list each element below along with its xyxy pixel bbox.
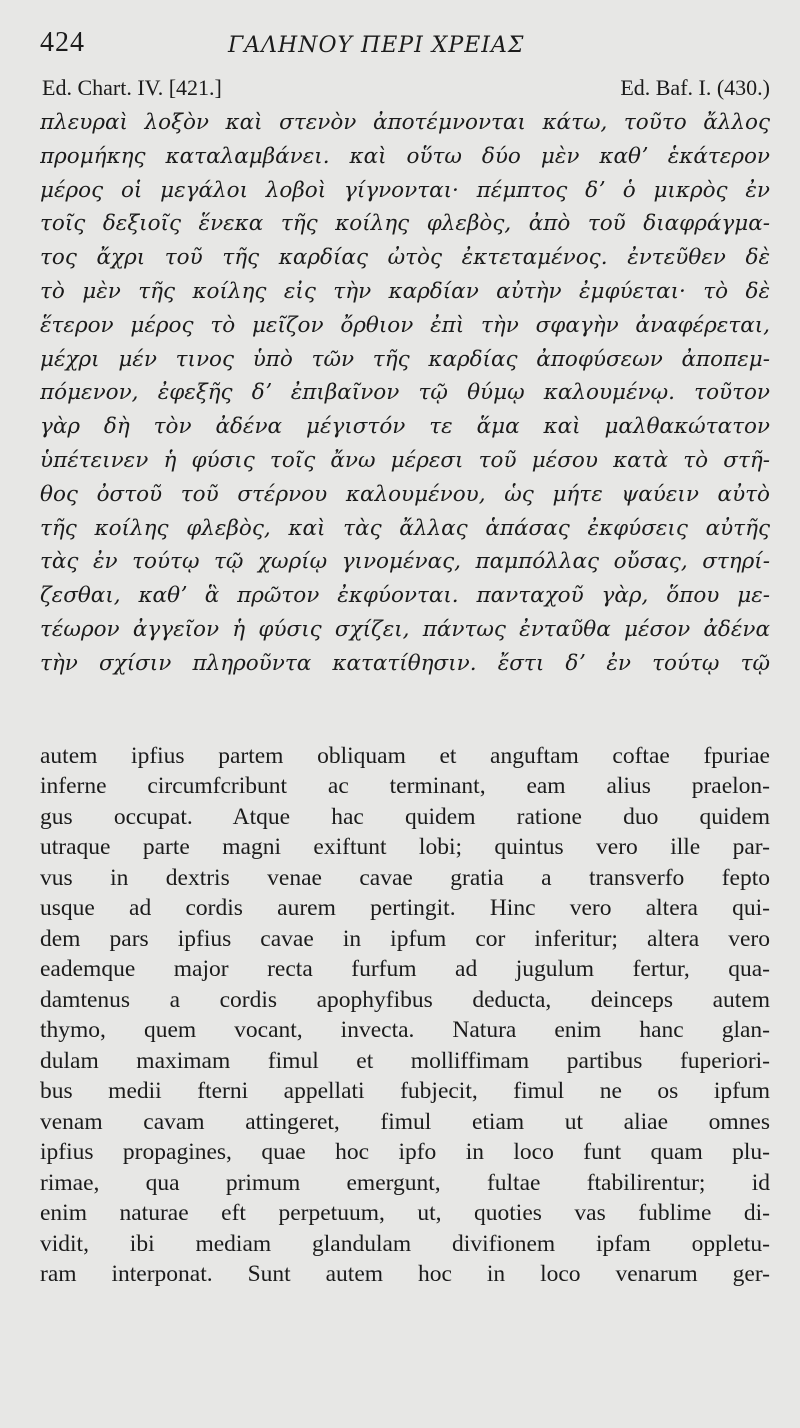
latin-text-line: thymo, quem vocant, invecta. Natura enim hanc glan- — [40, 1017, 770, 1044]
latin-text-line: vidit, ibi mediam glandulam divifionem ipfam oppletu- — [40, 1230, 770, 1257]
latin-text-line: utraque parte magni exiftunt lobi; quintus vero ille par- — [40, 834, 770, 861]
greek-text-line: θος ὀστοῦ τοῦ στέρνου καλουμένου, ὡς μήτε ψαύειν αὐτὸ — [40, 481, 770, 507]
greek-text-line: ἕτερον μέρος τὸ μεῖζον ὄρθιον ἐπὶ τὴν σφαγὴν ἀναφέρεται, — [40, 312, 770, 338]
greek-text-line: πλευραὶ λοξὸν καὶ στενὸν ἀποτέμνονται κάτω, τοῦτο ἄλλος — [40, 110, 770, 135]
edition-references — [40, 73, 770, 109]
latin-text-line: usque ad cordis aurem pertingit. Hinc vero altera qui- — [40, 895, 770, 922]
running-head — [40, 0, 770, 58]
greek-text-line: τὸ μὲν τῆς κοίλης εἰς τὴν καρδίαν αὐτὴν ἐμφύεται· τὸ δὲ — [40, 278, 770, 304]
latin-translation-block — [40, 741, 770, 1290]
edition-reference-basel: Ed. Baf. I. (430.) — [620, 75, 770, 100]
greek-text-line: τοῖς δεξιοῖς ἕνεκα τῆς κοίλης φλεβὸς, ἀπὸ τοῦ διαφράγμα- — [40, 211, 770, 237]
greek-text-line: μέρος οἱ μεγάλοι λοβοὶ γίγνονται· πέμπτος δʼ ὁ μικρὸς ἐν — [40, 177, 770, 203]
greek-text-line: ζεσθαι, καθʼ ἃ πρῶτον ἐκφύονται. πανταχοῦ γὰρ, ὅπου με- — [40, 583, 770, 609]
running-title: ΓΑΛΗΝΟΥ ΠΕΡΙ ΧΡΕΙΑΣ — [228, 33, 525, 58]
latin-text-line: inferne circumfcribunt ac terminant, eam alius praelon- — [40, 773, 770, 800]
greek-text-line: γὰρ δὴ τὸν ἀδένα μέγιστόν τε ἅμα καὶ μαλθακώτατον — [40, 414, 770, 440]
latin-text-line: venam cavam attingeret, fimul etiam ut aliae omnes — [40, 1108, 770, 1135]
greek-text-line: προμήκης καταλαμβάνει. καὶ οὕτω δύο μὲν καθʼ ἑκάτερον — [40, 143, 770, 169]
latin-text-line: gus occupat. Atque hac quidem ratione duo quidem — [40, 803, 770, 830]
greek-text-line: μέχρι μέν τινος ὑπὸ τῶν τῆς καρδίας ἀποφύσεων ἀποπεμ- — [40, 346, 770, 372]
latin-text-line: ram interponat. Sunt autem hoc in loco venarum ger- — [40, 1261, 770, 1288]
greek-text-line: τῆς κοίλης φλεβὸς, καὶ τὰς ἄλλας ἁπάσας ἐκφύσεις αὐτῆς — [40, 515, 770, 541]
greek-text-line: ὑπέτεινεν ἡ φύσις τοῖς ἄνω μέρεσι τοῦ μέσου κατὰ τὸ στῆ- — [40, 447, 770, 473]
edition-reference-chartier: Ed. Chart. IV. [421.] — [42, 75, 222, 100]
latin-text-line: bus medii fterni appellati fubjecit, fimul ne os ipfum — [40, 1078, 770, 1105]
column-gap — [40, 681, 770, 731]
greek-text-line: τὰς ἐν τούτῳ τῷ χωρίῳ γινομένας, παμπόλλας οὔσας, στηρί- — [40, 549, 770, 575]
latin-text-line: enim naturae eft perpetuum, ut, quoties vas fublime di- — [40, 1200, 770, 1227]
latin-text-line: vus in dextris venae cavae gratia a transverfo fepto — [40, 864, 770, 891]
latin-text-line: rimae, qua primum emergunt, fultae ftabilirentur; id — [40, 1169, 770, 1196]
greek-text-line: τος ἄχρι τοῦ τῆς καρδίας ὠτὸς ἐκτεταμένος. ἐντεῦθεν δὲ — [40, 245, 770, 271]
latin-text-line: eademque major recta furfum ad jugulum fertur, qua- — [40, 956, 770, 983]
greek-text-line: πόμενον, ἐφεξῆς δʼ ἐπιβαῖνον τῷ θύμῳ καλουμένῳ. τοῦτον — [40, 380, 770, 406]
page-number: 424 — [40, 27, 85, 58]
latin-text-line: damtenus a cordis apophyfibus deducta, deinceps autem — [40, 986, 770, 1013]
latin-text-line: dulam maximam fimul et molliffimam partibus fuperiori- — [40, 1047, 770, 1074]
latin-text-line: autem ipfius partem obliquam et anguftam coftae fpuriae — [40, 742, 770, 769]
greek-text-block — [40, 106, 770, 681]
greek-text-line: τέωρον ἀγγεῖον ἡ φύσις σχίζει, πάντως ἐνταῦθα μέσον ἀδένα — [40, 616, 770, 642]
latin-text-line: ipfius propagines, quae hoc ipfo in loco funt quam plu- — [40, 1139, 770, 1166]
latin-text-line: dem pars ipfius cavae in ipfum cor inferitur; altera vero — [40, 925, 770, 952]
greek-text-line: τὴν σχίσιν πληροῦντα κατατίθησιν. ἔστι δʼ ἐν τούτῳ τῷ — [40, 650, 770, 676]
